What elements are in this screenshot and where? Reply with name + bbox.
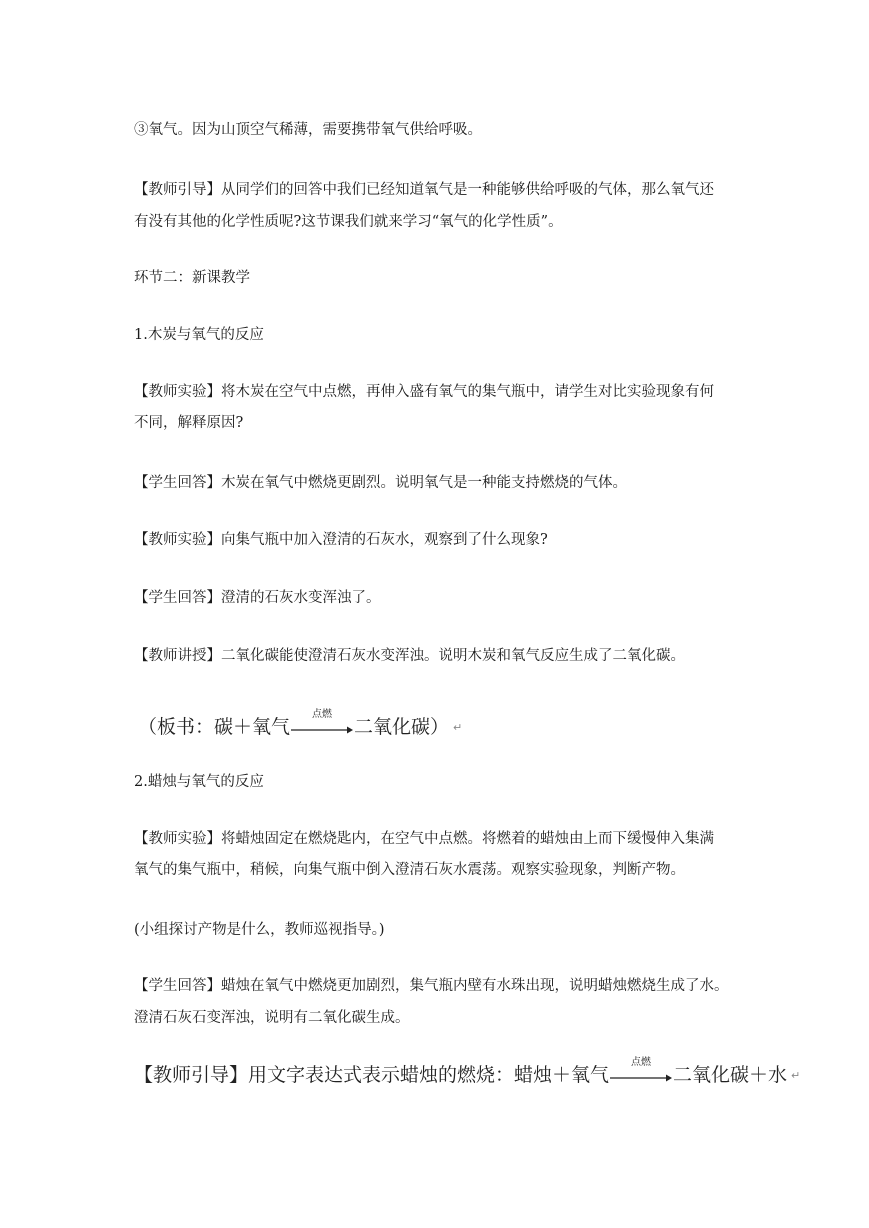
paragraph-mark-icon: ↵ [453, 721, 463, 734]
equation-carbon-oxygen [138, 708, 463, 739]
arrow-right-icon [291, 725, 353, 735]
equation2-products: 二氧化碳＋水 [673, 1064, 788, 1086]
paragraph-candle-experiment-line1: 【教师实验】将蜡烛固定在燃烧匙内，在空气中点燃。将燃着的蜡烛由上而下缓慢伸入集满 [134, 831, 714, 847]
equation-candle-oxygen [134, 1056, 801, 1087]
paragraph-teacher-lecture: 【教师讲授】二氧化碳能使澄清石灰水变浑浊。说明木炭和氧气反应生成了二氧化碳。 [134, 648, 685, 664]
paragraph-teacher-experiment-line1: 【教师实验】将木炭在空气中点燃，再伸入盛有氧气的集气瓶中，请学生对比实验现象有何 [134, 384, 714, 400]
paragraph-mark-icon: ↵ [791, 1069, 801, 1082]
section-heading-new-lesson: 环节二：新课教学 [134, 270, 250, 286]
paragraph-student-answer-2: 【学生回答】澄清的石灰水变浑浊了。 [134, 590, 381, 606]
condition-label-1: 点燃 [312, 708, 333, 720]
subheading-charcoal-oxygen: 1.木炭与氧气的反应 [134, 327, 264, 343]
subheading-candle-oxygen: 2.蜡烛与氧气的反应 [134, 774, 264, 790]
equation2-lead-and-reactants: 【教师引导】用文字表达式表示蜡烛的燃烧：蜡烛＋氧气 [134, 1064, 610, 1086]
paragraph-group-discussion: (小组探讨产物是什么，教师巡视指导。) [134, 922, 385, 938]
paragraph-oxygen-answer: ③氧气。因为山顶空气稀薄，需要携带氧气供给呼吸。 [134, 122, 482, 138]
paragraph-teacher-guide-line1: 【教师引导】从同学们的回答中我们已经知道氧气是一种能够供给呼吸的气体，那么氧气还 [134, 182, 714, 198]
paragraph-teacher-guide-line2: 有没有其他的化学性质呢?这节课我们就来学习“氧气的化学性质”。 [134, 214, 563, 230]
reaction-arrow-1 [291, 708, 353, 739]
condition-label-2: 点燃 [631, 1056, 652, 1068]
paragraph-teacher-experiment-2: 【教师实验】向集气瓶中加入澄清的石灰水，观察到了什么现象? [134, 532, 548, 548]
paragraph-student-answer-3-line2: 澄清石灰石变浑浊，说明有二氧化碳生成。 [134, 1010, 410, 1026]
paragraph-student-answer-3-line1: 【学生回答】蜡烛在氧气中燃烧更加剧烈，集气瓶内壁有水珠出现，说明蜡烛燃烧生成了水。 [134, 978, 729, 994]
paragraph-teacher-experiment-line2: 不同，解释原因? [134, 415, 244, 431]
paragraph-student-answer-1: 【学生回答】木炭在氧气中燃烧更剧烈。说明氧气是一种能支持燃烧的气体。 [134, 475, 627, 491]
equation1-products: 二氧化碳） [354, 716, 450, 738]
paragraph-candle-experiment-line2: 氧气的集气瓶中，稍候，向集气瓶中倒入澄清石灰水震荡。观察实验现象，判断产物。 [134, 862, 685, 878]
reaction-arrow-2 [610, 1056, 672, 1087]
equation1-reactants: （板书：碳＋氧气 [138, 716, 291, 738]
arrow-right-icon [610, 1073, 672, 1083]
